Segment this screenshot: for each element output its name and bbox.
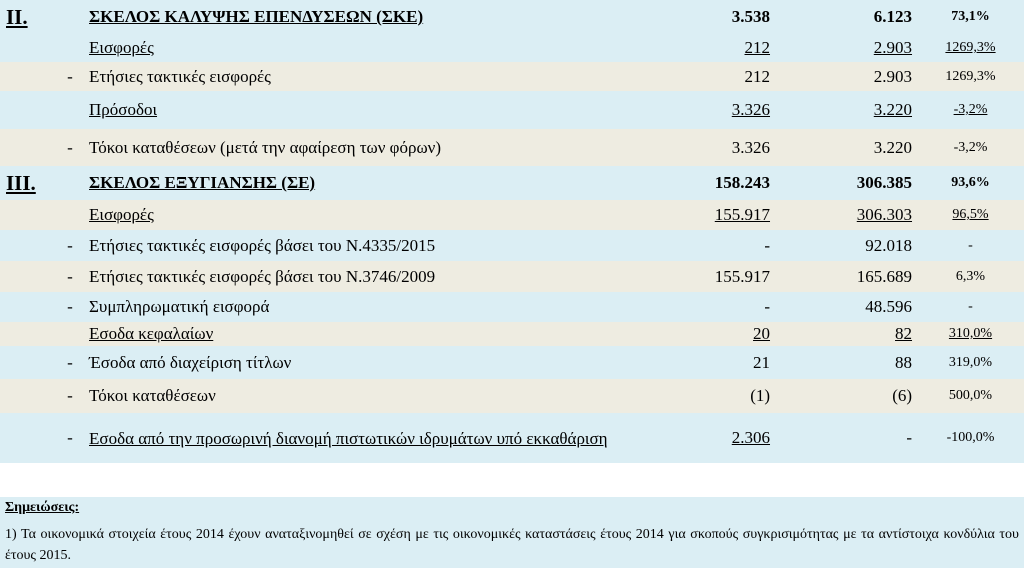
value-2015: - bbox=[775, 413, 917, 463]
item-dash: - bbox=[45, 413, 85, 463]
empty-cell bbox=[0, 91, 85, 129]
item-dash: - bbox=[45, 62, 85, 91]
value-2014: 212 bbox=[671, 34, 775, 62]
value-2015: 88 bbox=[775, 346, 917, 379]
value-2015: 92.018 bbox=[775, 230, 917, 261]
section-title: ΣΚΕΛΟΣ ΕΞΥΓΙΑΝΣΗΣ (ΣΕ) bbox=[85, 166, 671, 200]
change-percent: 73,1% bbox=[917, 0, 1024, 34]
table-row bbox=[0, 413, 1024, 463]
value-2014: 155.917 bbox=[671, 200, 775, 230]
empty-cell bbox=[0, 413, 45, 463]
empty-cell bbox=[0, 200, 85, 230]
item-label: Ετήσιες τακτικές εισφορές bbox=[85, 62, 671, 91]
value-2014: 158.243 bbox=[671, 166, 775, 200]
empty-cell bbox=[0, 34, 85, 62]
change-percent: - bbox=[917, 230, 1024, 261]
change-percent: 500,0% bbox=[917, 379, 1024, 413]
table-row bbox=[0, 292, 1024, 322]
value-2015: 2.903 bbox=[775, 34, 917, 62]
subtotal-row bbox=[0, 322, 1024, 346]
notes-title: Σημειώσεις: bbox=[5, 500, 80, 515]
value-2015: 3.220 bbox=[775, 129, 917, 166]
change-percent: -100,0% bbox=[917, 413, 1024, 463]
empty-cell bbox=[0, 261, 45, 292]
item-dash: - bbox=[45, 346, 85, 379]
item-dash: - bbox=[45, 129, 85, 166]
value-2014: - bbox=[671, 292, 775, 322]
item-label: Εσοδα από την προσωρινή διανομή πιστωτικών ιδρυμάτων υπό εκκαθάριση bbox=[85, 413, 671, 463]
subtotal-label: Εισφορές bbox=[85, 200, 671, 230]
subtotal-row bbox=[0, 91, 1024, 129]
item-label: Συμπληρωματική εισφορά bbox=[85, 292, 671, 322]
value-2015: 48.596 bbox=[775, 292, 917, 322]
empty-cell bbox=[0, 129, 45, 166]
subtotal-row bbox=[0, 34, 1024, 62]
change-percent: 96,5% bbox=[917, 200, 1024, 230]
change-percent: 1269,3% bbox=[917, 62, 1024, 91]
value-2015: (6) bbox=[775, 379, 917, 413]
item-dash: - bbox=[45, 379, 85, 413]
table-row bbox=[0, 62, 1024, 91]
value-2014: 21 bbox=[671, 346, 775, 379]
value-2014: 20 bbox=[671, 322, 775, 346]
table-row bbox=[0, 230, 1024, 261]
value-2015: 82 bbox=[775, 322, 917, 346]
item-label: Έσοδα από διαχείριση τίτλων bbox=[85, 346, 671, 379]
section-number: III. bbox=[0, 166, 85, 200]
empty-cell bbox=[0, 292, 45, 322]
section-number: II. bbox=[0, 0, 85, 34]
value-2015: 6.123 bbox=[775, 0, 917, 34]
item-label: Τόκοι καταθέσεων bbox=[85, 379, 671, 413]
value-2015: 306.385 bbox=[775, 166, 917, 200]
value-2014: 3.538 bbox=[671, 0, 775, 34]
subtotal-row bbox=[0, 200, 1024, 230]
table-row bbox=[0, 346, 1024, 379]
change-percent: -3,2% bbox=[917, 91, 1024, 129]
item-label: Τόκοι καταθέσεων (μετά την αφαίρεση των φόρων) bbox=[85, 129, 671, 166]
table-row bbox=[0, 129, 1024, 166]
change-percent: 93,6% bbox=[917, 166, 1024, 200]
value-2014: 3.326 bbox=[671, 91, 775, 129]
empty-cell bbox=[0, 230, 45, 261]
subtotal-label: Πρόσοδοι bbox=[85, 91, 671, 129]
value-2015: 3.220 bbox=[775, 91, 917, 129]
value-2014: 155.917 bbox=[671, 261, 775, 292]
section-row bbox=[0, 0, 1024, 34]
table-row bbox=[0, 379, 1024, 413]
section-title: ΣΚΕΛΟΣ ΚΑΛΥΨΗΣ ΕΠΕΝΔΥΣΕΩΝ (ΣΚΕ) bbox=[85, 0, 671, 34]
value-2015: 165.689 bbox=[775, 261, 917, 292]
subtotal-label: Εισφορές bbox=[85, 34, 671, 62]
empty-cell bbox=[0, 346, 45, 379]
item-dash: - bbox=[45, 292, 85, 322]
table-row bbox=[0, 261, 1024, 292]
item-label: Ετήσιες τακτικές εισφορές βάσει του Ν.3746/2009 bbox=[85, 261, 671, 292]
notes-section bbox=[0, 497, 1024, 568]
value-2015: 2.903 bbox=[775, 62, 917, 91]
subtotal-label: Εσοδα κεφαλαίων bbox=[85, 322, 671, 346]
notes-text: 1) Τα οικονομικά στοιχεία έτους 2014 έχουν αναταξινομηθεί σε σχέση με τις οικονομικές καταστάσεις έτους 2014 για σκοπούς συγκρισιμότητας με τα αντίστοιχα κονδύλια του έτους 2015. bbox=[5, 527, 1019, 563]
change-percent: -3,2% bbox=[917, 129, 1024, 166]
item-dash: - bbox=[45, 261, 85, 292]
item-dash: - bbox=[45, 230, 85, 261]
empty-cell bbox=[0, 62, 45, 91]
value-2015: 306.303 bbox=[775, 200, 917, 230]
change-percent: 319,0% bbox=[917, 346, 1024, 379]
empty-cell bbox=[0, 322, 85, 346]
change-percent: 1269,3% bbox=[917, 34, 1024, 62]
value-2014: 212 bbox=[671, 62, 775, 91]
item-label: Ετήσιες τακτικές εισφορές βάσει του Ν.4335/2015 bbox=[85, 230, 671, 261]
change-percent: 6,3% bbox=[917, 261, 1024, 292]
change-percent: - bbox=[917, 292, 1024, 322]
change-percent: 310,0% bbox=[917, 322, 1024, 346]
value-2014: - bbox=[671, 230, 775, 261]
section-row bbox=[0, 166, 1024, 200]
value-2014: 3.326 bbox=[671, 129, 775, 166]
empty-cell bbox=[0, 379, 45, 413]
value-2014: (1) bbox=[671, 379, 775, 413]
value-2014: 2.306 bbox=[671, 413, 775, 463]
